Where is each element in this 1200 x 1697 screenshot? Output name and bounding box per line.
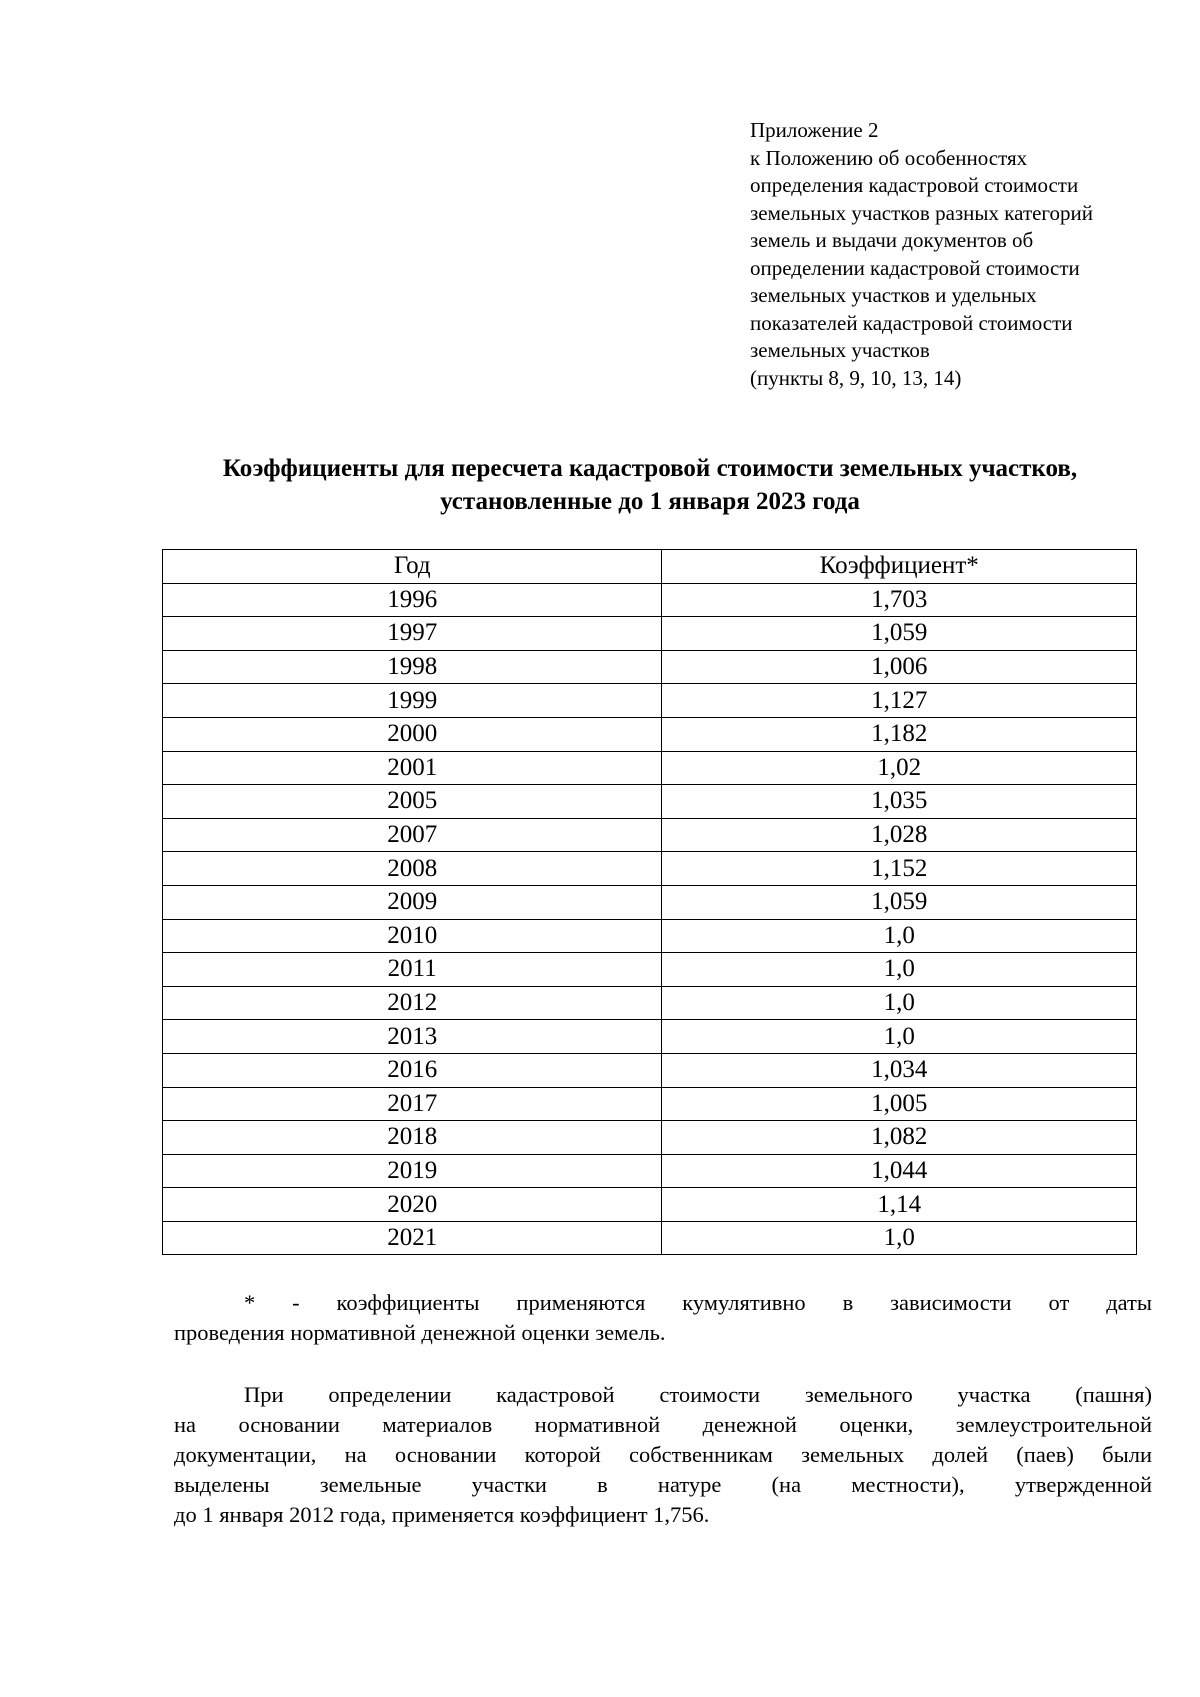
paragraph-line: на основании материалов нормативной денежной оценки, землеустроительной	[174, 1412, 1152, 1437]
table-row	[163, 1087, 1137, 1121]
year-cell: 2013	[163, 1020, 662, 1054]
table-row	[163, 1053, 1137, 1087]
table-row	[163, 852, 1137, 886]
annex-header	[750, 117, 1170, 392]
year-cell: 2009	[163, 885, 662, 919]
footnote	[174, 1288, 1152, 1348]
header-year: Год	[163, 550, 662, 584]
table-row	[163, 684, 1137, 718]
table-body	[163, 583, 1137, 1255]
coefficient-cell: 1,0	[662, 1020, 1137, 1054]
table-row	[163, 583, 1137, 617]
table-row	[163, 919, 1137, 953]
coefficient-cell: 1,035	[662, 785, 1137, 819]
year-cell: 2016	[163, 1053, 662, 1087]
coefficient-cell: 1,0	[662, 1221, 1137, 1255]
table-row	[163, 617, 1137, 651]
table-row	[163, 1154, 1137, 1188]
coefficient-cell: 1,0	[662, 986, 1137, 1020]
coefficient-cell: 1,044	[662, 1154, 1137, 1188]
year-cell: 2011	[163, 953, 662, 987]
year-cell: 2007	[163, 818, 662, 852]
coefficient-cell: 1,059	[662, 617, 1137, 651]
year-cell: 2019	[163, 1154, 662, 1188]
paragraph-line: документации, на основании которой собственникам земельных долей (паев) были	[174, 1442, 1152, 1467]
table-row	[163, 650, 1137, 684]
coefficient-cell: 1,152	[662, 852, 1137, 886]
table-row	[163, 818, 1137, 852]
coefficient-cell: 1,006	[662, 650, 1137, 684]
table-header-row	[163, 550, 1137, 584]
coefficient-cell: 1,14	[662, 1188, 1137, 1222]
document-title	[150, 452, 1150, 518]
coefficient-cell: 1,703	[662, 583, 1137, 617]
year-cell: 1997	[163, 617, 662, 651]
coefficient-cell: 1,028	[662, 818, 1137, 852]
footnote-line: проведения нормативной денежной оценки земель.	[174, 1320, 666, 1345]
table-row	[163, 1188, 1137, 1222]
annex-line: определении кадастровой стоимости	[750, 255, 1080, 280]
table-row	[163, 751, 1137, 785]
year-cell: 1998	[163, 650, 662, 684]
coefficient-cell: 1,082	[662, 1121, 1137, 1155]
year-cell: 2000	[163, 717, 662, 751]
annex-line: земель и выдачи документов об	[750, 228, 1034, 252]
annex-line: земельных участков разных категорий	[750, 200, 1094, 225]
footnote-line: * - коэффициенты применяются кумулятивно в зависимости от даты	[244, 1290, 1152, 1315]
table-row	[163, 1020, 1137, 1054]
annex-line: определения кадастровой стоимости	[750, 173, 1079, 197]
table-row	[163, 953, 1137, 987]
coefficient-cell: 1,127	[662, 684, 1137, 718]
annex-line: показателей кадастровой стоимости	[750, 310, 1073, 335]
paragraph-line: При определении кадастровой стоимости земельного участка (пашня)	[244, 1382, 1152, 1407]
annex-line: к Положению об особенностях	[750, 145, 1028, 170]
body-paragraph	[174, 1380, 1152, 1530]
year-cell: 1996	[163, 583, 662, 617]
year-cell: 2008	[163, 852, 662, 886]
year-cell: 1999	[163, 684, 662, 718]
table-row	[163, 1121, 1137, 1155]
year-cell: 2020	[163, 1188, 662, 1222]
annex-line: (пункты 8, 9, 10, 13, 14)	[750, 365, 962, 390]
coefficient-cell: 1,02	[662, 751, 1137, 785]
coefficient-cell: 1,0	[662, 919, 1137, 953]
table-row	[163, 986, 1137, 1020]
year-cell: 2018	[163, 1121, 662, 1155]
table-row	[163, 785, 1137, 819]
coefficient-cell: 1,182	[662, 717, 1137, 751]
header-coefficient: Коэффициент*	[662, 550, 1137, 584]
coefficient-table	[162, 549, 1137, 1255]
year-cell: 2012	[163, 986, 662, 1020]
annex-line: земельных участков и удельных	[750, 283, 1037, 307]
table-row	[163, 1221, 1137, 1255]
year-cell: 2005	[163, 785, 662, 819]
paragraph-line: выделены земельные участки в натуре (на местности), утвержденной	[174, 1472, 1152, 1497]
coefficient-cell: 1,059	[662, 885, 1137, 919]
title-line-1: Коэффициенты для пересчета кадастровой стоимости земельных участков,	[222, 455, 1078, 482]
table-row	[163, 717, 1137, 751]
year-cell: 2001	[163, 751, 662, 785]
annex-line: Приложение 2	[750, 118, 879, 142]
year-cell: 2010	[163, 919, 662, 953]
paragraph-line: до 1 января 2012 года, применяется коэффициент 1,756.	[174, 1502, 710, 1527]
coefficient-cell: 1,005	[662, 1087, 1137, 1121]
coefficient-cell: 1,0	[662, 953, 1137, 987]
coefficient-cell: 1,034	[662, 1053, 1137, 1087]
annex-line: земельных участков	[750, 338, 930, 362]
year-cell: 2021	[163, 1221, 662, 1255]
title-line-2: установленные до 1 января 2023 года	[440, 488, 860, 515]
year-cell: 2017	[163, 1087, 662, 1121]
table-row	[163, 885, 1137, 919]
